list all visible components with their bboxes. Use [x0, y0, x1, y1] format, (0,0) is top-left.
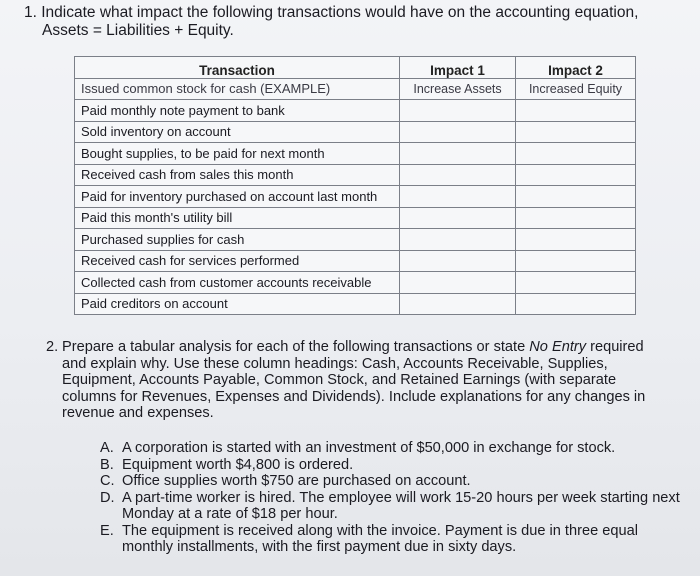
table-row: [75, 272, 636, 294]
impact-2-cell[interactable]: [516, 293, 636, 315]
question-2-items: [100, 440, 680, 556]
table-row: [75, 186, 636, 208]
item-text: The equipment is received along with the invoice. Payment is due in three equal monthly installments, with the first payment due in sixty days.: [122, 522, 638, 555]
impact-1-cell[interactable]: [400, 250, 516, 272]
question-1-number: 1.: [24, 4, 37, 21]
list-item: [100, 473, 680, 490]
transaction-cell: Paid monthly note payment to bank: [75, 100, 400, 122]
impact-1-cell[interactable]: [400, 121, 516, 143]
impact-1-cell[interactable]: [400, 164, 516, 186]
transaction-cell: Paid this month's utility bill: [75, 207, 400, 229]
table-row: [75, 143, 636, 165]
transaction-cell: Issued common stock for cash (EXAMPLE): [75, 78, 400, 100]
impact-2-cell[interactable]: [516, 229, 636, 251]
transaction-cell: Paid for inventory purchased on account last month: [75, 186, 400, 208]
item-letter: C.: [100, 473, 115, 489]
header-impact-1: Impact 1: [400, 57, 516, 79]
header-transaction: Transaction: [75, 57, 400, 79]
table-row: [75, 100, 636, 122]
impact-2-cell[interactable]: [516, 250, 636, 272]
impact-2-cell[interactable]: [516, 164, 636, 186]
table-row: [75, 121, 636, 143]
table-row: [75, 250, 636, 272]
question-2-text-b: required and explain why. Use these column headings: Cash, Accounts Receivable, Supplies, Equipment, Accounts Payable, Common Stock, and Retained Earnings (with separate columns for Revenues, Expenses and Dividends). Include explanations for any changes in revenue and expenses.: [62, 339, 646, 421]
question-1: [24, 4, 684, 40]
impact-2-cell[interactable]: [516, 121, 636, 143]
question-2-number: 2.: [46, 339, 59, 355]
question-1-equation: Assets = Liabilities + Equity.: [42, 22, 234, 39]
table-row: [75, 229, 636, 251]
impact-2-cell[interactable]: [516, 186, 636, 208]
table-row-example: [75, 78, 636, 100]
transaction-impact-table: [74, 56, 636, 315]
transaction-cell: Paid creditors on account: [75, 293, 400, 315]
item-text: Office supplies worth $750 are purchased on account.: [122, 473, 471, 489]
table-row: [75, 207, 636, 229]
transaction-cell: Bought supplies, to be paid for next month: [75, 143, 400, 165]
transaction-cell: Received cash for services performed: [75, 250, 400, 272]
impact-1-cell[interactable]: [400, 186, 516, 208]
impact-2-cell[interactable]: [516, 143, 636, 165]
impact-2-cell[interactable]: [516, 100, 636, 122]
item-letter: E.: [100, 522, 114, 539]
table-row: [75, 164, 636, 186]
list-item: [100, 440, 680, 457]
impact-2-cell: Increased Equity: [516, 78, 636, 100]
item-letter: A.: [100, 440, 114, 456]
transaction-cell: Received cash from sales this month: [75, 164, 400, 186]
question-2: [46, 339, 666, 422]
impact-1-cell[interactable]: [400, 272, 516, 294]
table-header-row: [75, 57, 636, 79]
question-2-text-a: Prepare a tabular analysis for each of the following transactions or state: [62, 339, 530, 355]
question-2-emphasis: No Entry: [529, 339, 587, 355]
item-text: Equipment worth $4,800 is ordered.: [122, 456, 354, 473]
table-row: [75, 293, 636, 315]
list-item: [100, 523, 680, 556]
list-item: [100, 490, 680, 523]
transaction-cell: Sold inventory on account: [75, 121, 400, 143]
impact-2-cell[interactable]: [516, 207, 636, 229]
impact-1-cell[interactable]: [400, 100, 516, 122]
transaction-cell: Collected cash from customer accounts receivable: [75, 272, 400, 294]
item-letter: B.: [100, 456, 114, 473]
item-text: A part-time worker is hired. The employee will work 15-20 hours per week starting next Monday at a rate of $18 per hour.: [122, 489, 680, 522]
header-impact-2: Impact 2: [516, 57, 636, 79]
item-text: A corporation is started with an investment of $50,000 in exchange for stock.: [122, 440, 616, 456]
item-letter: D.: [100, 489, 115, 506]
impact-1-cell[interactable]: [400, 229, 516, 251]
impact-1-cell[interactable]: [400, 143, 516, 165]
impact-1-cell: Increase Assets: [400, 78, 516, 100]
list-item: [100, 457, 680, 474]
impact-1-cell[interactable]: [400, 293, 516, 315]
question-1-text: Indicate what impact the following transactions would have on the accounting equation,: [41, 4, 639, 21]
impact-1-cell[interactable]: [400, 207, 516, 229]
question-2-text: [62, 339, 666, 422]
impact-2-cell[interactable]: [516, 272, 636, 294]
transaction-cell: Purchased supplies for cash: [75, 229, 400, 251]
